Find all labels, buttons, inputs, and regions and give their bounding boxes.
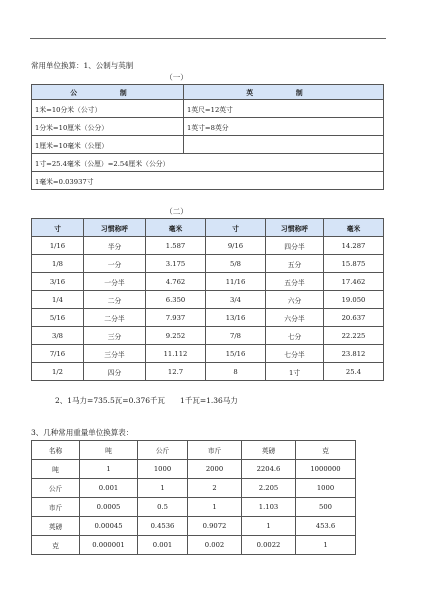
header-cell: 克 xyxy=(296,441,356,460)
table-row xyxy=(32,536,356,555)
table-cell: 15.875 xyxy=(324,255,384,273)
page-heading: 常用单位换算：1、公制与英制 xyxy=(31,61,134,70)
table-row xyxy=(32,100,384,118)
header-cell: 毫米 xyxy=(146,219,206,237)
table-row xyxy=(32,460,356,479)
table-header-row xyxy=(32,85,384,100)
table-cell: 0.00045 xyxy=(80,517,138,536)
table-cell: 1英尺=12英寸 xyxy=(184,100,384,118)
table-cell: 7/8 xyxy=(206,327,266,345)
header-cell: 习惯称呼 xyxy=(84,219,146,237)
header-cell: 习惯称呼 xyxy=(266,219,324,237)
table-header-row xyxy=(32,219,384,237)
table-cell: 11.112 xyxy=(146,345,206,363)
header-cell: 寸 xyxy=(32,219,84,237)
table-cell: 22.225 xyxy=(324,327,384,345)
table-cell: 0.001 xyxy=(80,479,138,498)
table-cell: 0.9072 xyxy=(188,517,242,536)
table-row xyxy=(32,309,384,327)
table-cell: 3/4 xyxy=(206,291,266,309)
table-cell: 1.587 xyxy=(146,237,206,255)
table-row xyxy=(32,136,384,154)
table-cell: 2.205 xyxy=(242,479,296,498)
section2-label: （二） xyxy=(165,207,188,216)
table-cell: 1000 xyxy=(296,479,356,498)
table-row xyxy=(32,479,356,498)
table-cell: 一分 xyxy=(84,255,146,273)
table-cell: 市斤 xyxy=(32,498,80,517)
table-cell: 公斤 xyxy=(32,479,80,498)
header-imperial: 英 制 xyxy=(184,85,384,100)
table-cell: 9.252 xyxy=(146,327,206,345)
table-cell: 6.350 xyxy=(146,291,206,309)
table-cell: 3.175 xyxy=(146,255,206,273)
table-cell: 1毫米=0.03937寸 xyxy=(32,172,384,190)
table-cell: 5/16 xyxy=(32,309,84,327)
table-cell: 1/4 xyxy=(32,291,84,309)
table-cell: 2 xyxy=(188,479,242,498)
table-cell xyxy=(184,136,384,154)
table-cell: 1/16 xyxy=(32,237,84,255)
table-cell: 1米=10分米（公寸） xyxy=(32,100,184,118)
table-cell: 1000000 xyxy=(296,460,356,479)
table-cell: 2204.6 xyxy=(242,460,296,479)
table-cell: 1英寸=8英分 xyxy=(184,118,384,136)
table-cell: 14.287 xyxy=(324,237,384,255)
header-cell: 寸 xyxy=(206,219,266,237)
table-cell: 半分 xyxy=(84,237,146,255)
table-cell: 5/8 xyxy=(206,255,266,273)
table-cell: 9/16 xyxy=(206,237,266,255)
table-cell: 1寸=25.4毫米（公厘）=2.54厘米（公分） xyxy=(32,154,384,172)
table-header-row xyxy=(32,441,356,460)
table-row xyxy=(32,291,384,309)
table-cell: 3/16 xyxy=(32,273,84,291)
table-cell: 1寸 xyxy=(266,363,324,381)
table-cell: 四分半 xyxy=(266,237,324,255)
header-cell: 名称 xyxy=(32,441,80,460)
table-cell: 2000 xyxy=(188,460,242,479)
table-cell: 1000 xyxy=(138,460,188,479)
table-row xyxy=(32,273,384,291)
table-cell: 25.4 xyxy=(324,363,384,381)
table-cell: 二分半 xyxy=(84,309,146,327)
table-row xyxy=(32,363,384,381)
table-cell: 17.462 xyxy=(324,273,384,291)
header-metric: 公 制 xyxy=(32,85,184,100)
header-cell: 毫米 xyxy=(324,219,384,237)
header-cell: 公斤 xyxy=(138,441,188,460)
table-cell: 12.7 xyxy=(146,363,206,381)
table-row xyxy=(32,327,384,345)
table-cell: 七分半 xyxy=(266,345,324,363)
header-cell: 英磅 xyxy=(242,441,296,460)
table-cell: 一分半 xyxy=(84,273,146,291)
table-cell: 453.6 xyxy=(296,517,356,536)
table-cell: 1 xyxy=(242,517,296,536)
table-cell: 1 xyxy=(296,536,356,555)
table-cell: 15/16 xyxy=(206,345,266,363)
table-cell: 23.812 xyxy=(324,345,384,363)
table-cell: 19.050 xyxy=(324,291,384,309)
table-cell: 英磅 xyxy=(32,517,80,536)
header-cell: 市斤 xyxy=(188,441,242,460)
top-rule xyxy=(30,38,386,39)
table-cell: 0.0005 xyxy=(80,498,138,517)
table-cell: 500 xyxy=(296,498,356,517)
table-cell: 吨 xyxy=(32,460,80,479)
table-cell: 11/16 xyxy=(206,273,266,291)
table-cell: 1 xyxy=(138,479,188,498)
weight-table-title: 3、几种常用重量单位换算表： xyxy=(31,428,134,437)
table-cell: 3/8 xyxy=(32,327,84,345)
table-row xyxy=(32,154,384,172)
table-row xyxy=(32,118,384,136)
power-conversion-line: 2、1马力=735.5瓦=0.376千瓦 1千瓦=1.36马力 xyxy=(55,396,238,405)
table-cell: 五分 xyxy=(266,255,324,273)
metric-imperial-table xyxy=(31,84,384,190)
table-cell: 0.001 xyxy=(138,536,188,555)
table-cell: 13/16 xyxy=(206,309,266,327)
table-cell: 1 xyxy=(188,498,242,517)
table-cell: 五分半 xyxy=(266,273,324,291)
table-cell: 1分米=10厘米（公分） xyxy=(32,118,184,136)
inch-conversion-table xyxy=(31,218,384,381)
table-cell: 六分半 xyxy=(266,309,324,327)
table-cell: 克 xyxy=(32,536,80,555)
table-row xyxy=(32,498,356,517)
table-cell: 0.5 xyxy=(138,498,188,517)
table-row xyxy=(32,517,356,536)
table-cell: 1/2 xyxy=(32,363,84,381)
table-cell: 1 xyxy=(80,460,138,479)
table-cell: 4.762 xyxy=(146,273,206,291)
table-cell: 三分 xyxy=(84,327,146,345)
weight-conversion-table xyxy=(31,440,356,555)
table-cell: 1.103 xyxy=(242,498,296,517)
table-cell: 四分 xyxy=(84,363,146,381)
table-cell: 六分 xyxy=(266,291,324,309)
table-cell: 二分 xyxy=(84,291,146,309)
table-row xyxy=(32,172,384,190)
table-cell: 0.4536 xyxy=(138,517,188,536)
table-cell: 0.002 xyxy=(188,536,242,555)
table-cell: 三分半 xyxy=(84,345,146,363)
table-cell: 1厘米=10毫米（公厘） xyxy=(32,136,184,154)
table-row xyxy=(32,345,384,363)
table-cell: 七分 xyxy=(266,327,324,345)
section1-label: （一） xyxy=(165,73,188,82)
table-cell: 1/8 xyxy=(32,255,84,273)
table-row xyxy=(32,255,384,273)
table-cell: 0.000001 xyxy=(80,536,138,555)
table-cell: 8 xyxy=(206,363,266,381)
table-row xyxy=(32,237,384,255)
table-cell: 7.937 xyxy=(146,309,206,327)
table-cell: 7/16 xyxy=(32,345,84,363)
table-cell: 20.637 xyxy=(324,309,384,327)
header-cell: 吨 xyxy=(80,441,138,460)
table-cell: 0.0022 xyxy=(242,536,296,555)
